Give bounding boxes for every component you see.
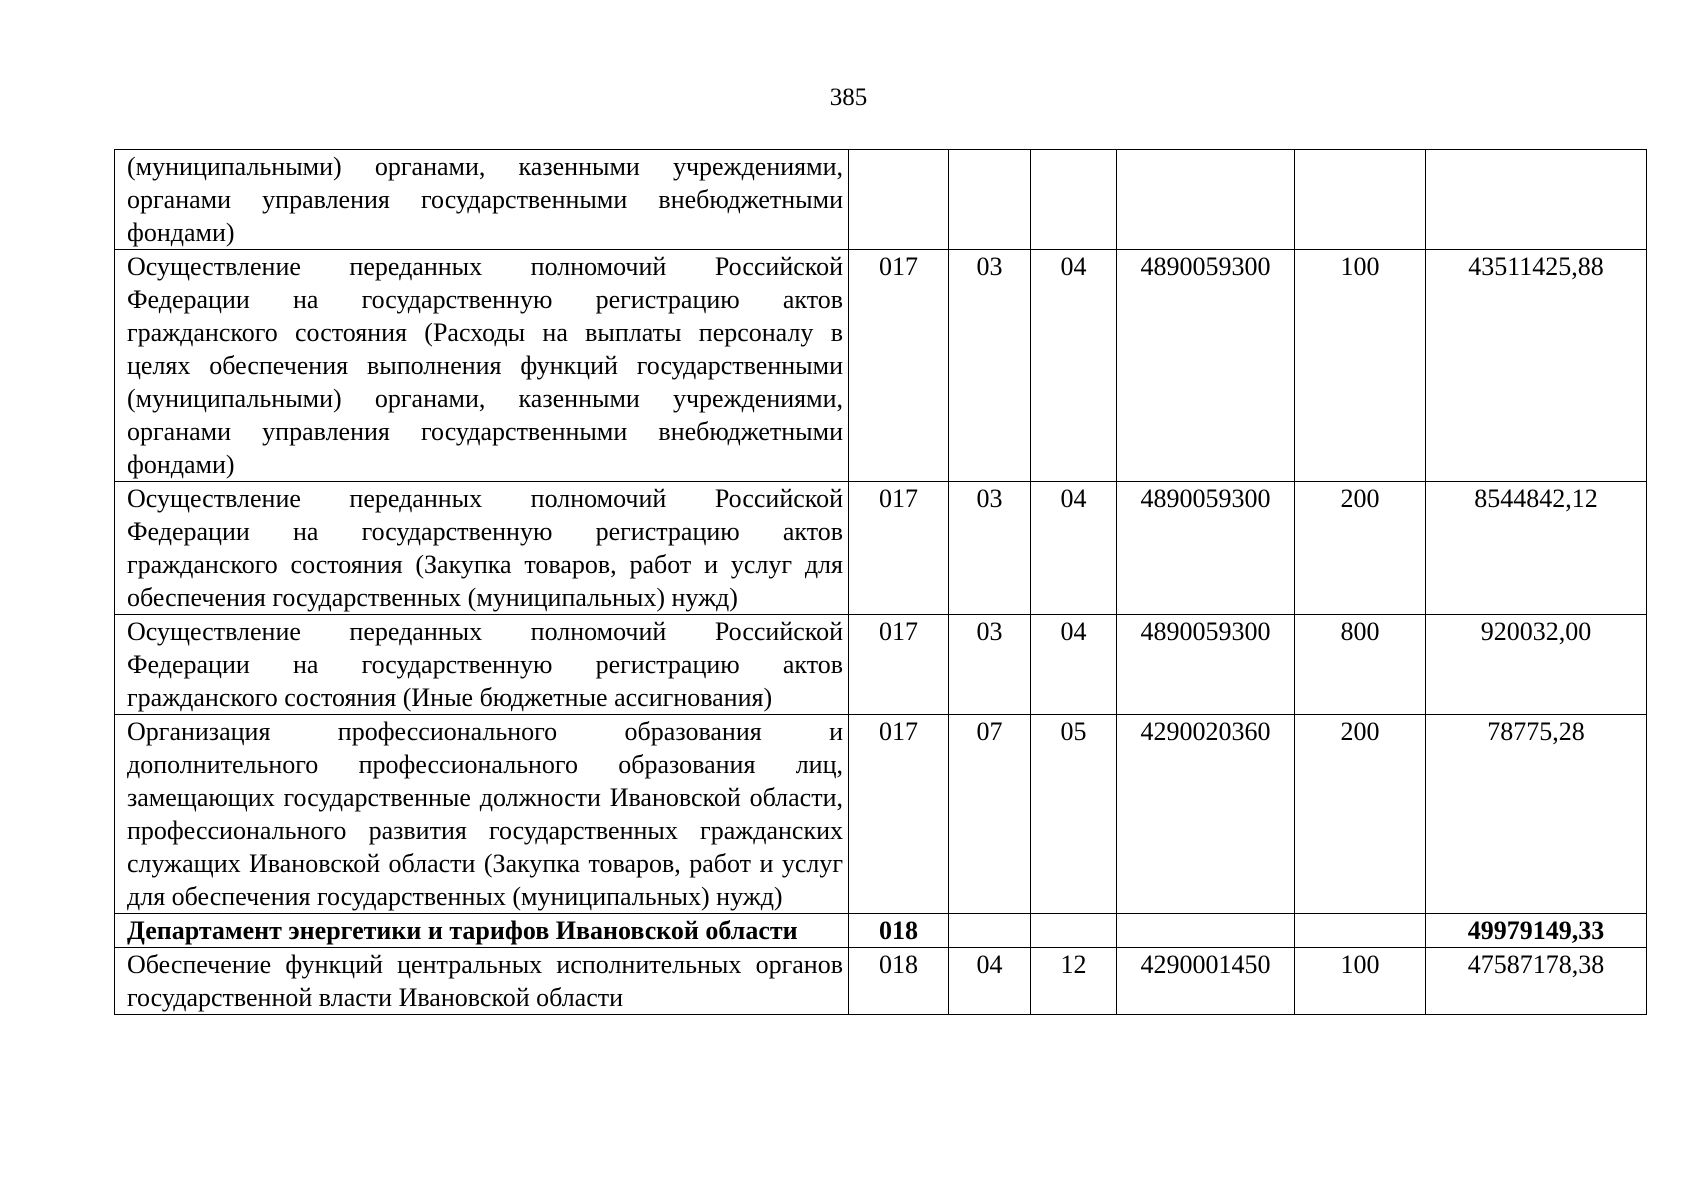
target-article-code: 4290001450 (1117, 948, 1295, 1015)
row-description: Осуществление переданных полномочий Российской Федерации на государственную регистрацию актов гражданского состояния (Иные бюджетные ассигнования) (115, 615, 849, 715)
target-article-code: 4890059300 (1117, 250, 1295, 482)
amount: 49979149,33 (1426, 914, 1647, 948)
amount: 920032,00 (1426, 615, 1647, 715)
expense-type-code (1295, 150, 1426, 250)
target-article-code (1117, 914, 1295, 948)
grbs-code: 017 (849, 615, 949, 715)
subsection-code: 12 (1031, 948, 1117, 1015)
subsection-code (1031, 150, 1117, 250)
expense-type-code: 200 (1295, 715, 1426, 914)
subsection-code: 04 (1031, 482, 1117, 615)
row-description: Обеспечение функций центральных исполнительных органов государственной власти Ивановской области (115, 948, 849, 1015)
section-code: 03 (949, 615, 1031, 715)
page-number: 385 (829, 84, 868, 111)
grbs-code: 018 (849, 948, 949, 1015)
amount: 43511425,88 (1426, 250, 1647, 482)
amount (1426, 150, 1647, 250)
expense-type-code: 100 (1295, 948, 1426, 1015)
row-description: Департамент энергетики и тарифов Ивановской области (115, 914, 849, 948)
table-row (115, 250, 1647, 482)
row-description: Организация профессионального образования и дополнительного профессионального образования лиц, замещающих государственные должности Ивановской области, профессионального развития государственных гражданских служащих Ивановской области (Закупка товаров, работ и услуг для обеспечения государственных (муниципальных) нужд) (115, 715, 849, 914)
subsection-code: 05 (1031, 715, 1117, 914)
expense-type-code: 100 (1295, 250, 1426, 482)
table-row (115, 948, 1647, 1015)
table-row (115, 715, 1647, 914)
grbs-code: 017 (849, 715, 949, 914)
grbs-code (849, 150, 949, 250)
subsection-code: 04 (1031, 615, 1117, 715)
section-code (949, 150, 1031, 250)
section-code: 04 (949, 948, 1031, 1015)
table-row (115, 615, 1647, 715)
row-description: Осуществление переданных полномочий Российской Федерации на государственную регистрацию актов гражданского состояния (Расходы на выплаты персоналу в целях обеспечения выполнения функций государственными (муниципальными) органами, казенными учреждениями, органами управления государственными внебюджетными фондами) (115, 250, 849, 482)
table-row (115, 482, 1647, 615)
target-article-code: 4890059300 (1117, 482, 1295, 615)
budget-table (114, 149, 1647, 1015)
subsection-code: 04 (1031, 250, 1117, 482)
amount: 8544842,12 (1426, 482, 1647, 615)
section-code: 03 (949, 250, 1031, 482)
grbs-code: 017 (849, 482, 949, 615)
grbs-code: 018 (849, 914, 949, 948)
table-row (115, 150, 1647, 250)
target-article-code: 4290020360 (1117, 715, 1295, 914)
amount: 47587178,38 (1426, 948, 1647, 1015)
amount: 78775,28 (1426, 715, 1647, 914)
target-article-code (1117, 150, 1295, 250)
row-description: Осуществление переданных полномочий Российской Федерации на государственную регистрацию актов гражданского состояния (Закупка товаров, работ и услуг для обеспечения государственных (муниципальных) нужд) (115, 482, 849, 615)
section-code: 03 (949, 482, 1031, 615)
expense-type-code: 200 (1295, 482, 1426, 615)
target-article-code: 4890059300 (1117, 615, 1295, 715)
table-row-department (115, 914, 1647, 948)
grbs-code: 017 (849, 250, 949, 482)
expense-type-code: 800 (1295, 615, 1426, 715)
row-description: (муниципальными) органами, казенными учреждениями, органами управления государственными внебюджетными фондами) (115, 150, 849, 250)
section-code: 07 (949, 715, 1031, 914)
subsection-code (1031, 914, 1117, 948)
section-code (949, 914, 1031, 948)
expense-type-code (1295, 914, 1426, 948)
